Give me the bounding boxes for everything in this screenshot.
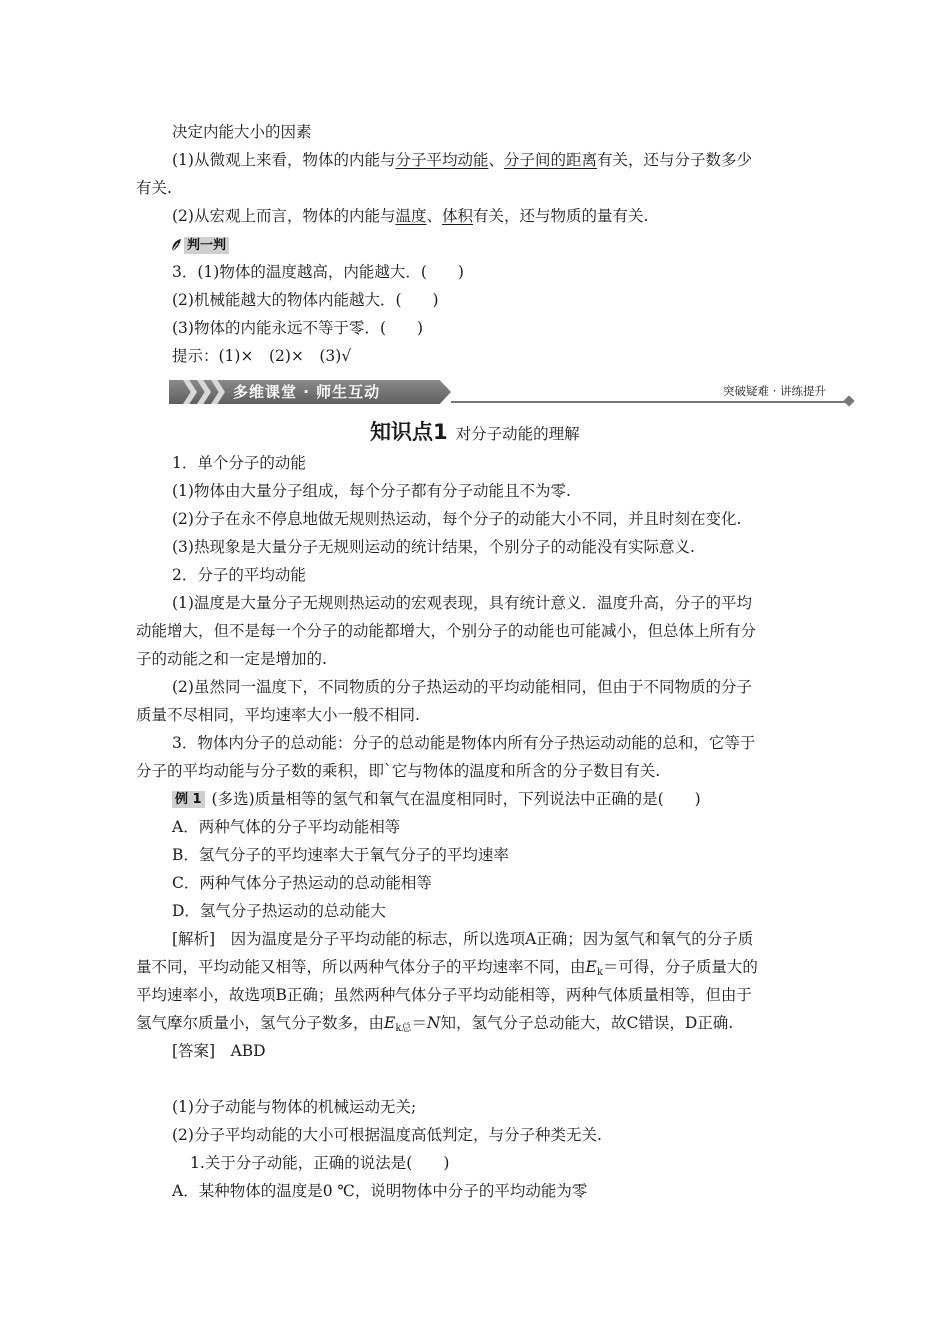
underline-temperature: 温度 — [395, 207, 427, 225]
practice-option: A．某种物体的温度是0 ℃，说明物体中分子的平均动能为零 — [172, 1182, 588, 1200]
intro-paragraph-2: (2)从宏观上而言，物体的内能与温度、体积有关，还与物质的量有关. — [172, 207, 649, 225]
kp-line: 子的动能之和一定是增加的. — [136, 650, 327, 668]
kp-line: 3．物体内分子的总动能：分子的总动能是物体内所有分子热运动动能的总和，它等于 — [172, 734, 756, 752]
knowledge-point-heading — [370, 417, 580, 447]
underline-molecular-distance: 分子间的距离 — [504, 151, 598, 169]
intro-heading: 决定内能大小的因素 — [172, 123, 312, 141]
practice-question: 1.关于分子动能，正确的说法是( ) — [190, 1154, 450, 1172]
kp-line: (2)分子在永不停息地做无规则热运动，每个分子的动能大小不同，并且时刻在变化. — [172, 510, 742, 528]
leaf-icon — [170, 238, 182, 252]
knowledge-point-label: 知识点1 — [370, 420, 448, 444]
example-stem: 例 1 (多选)质量相等的氢气和氧气在温度相同时，下列说法中正确的是( ) — [172, 789, 701, 809]
judge-question-1: 3．(1)物体的温度越高，内能越大．( ) — [172, 263, 464, 281]
example-tag: 例 1 — [172, 791, 205, 808]
example-option: B．氢气分子的平均速率大于氧气分子的平均速率 — [172, 846, 509, 864]
answer-line: [答案] ABD — [172, 1042, 266, 1060]
note-line: (2)分子平均动能的大小可根据温度高低判定，与分子种类无关. — [172, 1126, 602, 1144]
analysis-line: [解析] 因为温度是分子平均动能的标志，所以选项A正确；因为氢气和氧气的分子质 — [172, 930, 754, 948]
judge-question-2: (2)机械能越大的物体内能越大．( ) — [172, 291, 439, 309]
example-option: C．两种气体分子热运动的总动能相等 — [172, 874, 432, 892]
kp-line: (2)虽然同一温度下，不同物质的分子热运动的平均动能相同，但由于不同物质的分子 — [172, 678, 752, 696]
judge-question-3: (3)物体的内能永远不等于零．( ) — [172, 319, 424, 337]
analysis-line: 平均速率小，故选项B正确；虽然两种气体分子平均动能相等，两种气体质量相等，但由于 — [136, 986, 752, 1004]
note-line: (1)分子动能与物体的机械运动无关; — [172, 1098, 417, 1116]
intro-paragraph-1-cont: 有关. — [136, 179, 172, 197]
kp-line: 动能增大，但不是每一个分子的动能都增大，个别分子的动能也可能减小，但总体上所有分 — [136, 622, 757, 640]
kp-line: 1．单个分子的动能 — [172, 454, 306, 472]
analysis-line: 量不同，平均动能又相等，所以两种气体分子的平均速率不同，由$E_k=$可得，分子质量大的 — [136, 958, 758, 978]
intro-paragraph-1: (1)从微观上来看，物体的内能与分子平均动能、分子间的距离有关，还与分子数多少 — [172, 151, 753, 169]
underline-average-kinetic-energy: 分子平均动能 — [395, 151, 489, 169]
banner-subtitle: 突破疑难 · 讲练提升 — [723, 384, 826, 398]
example-option: A．两种气体的分子平均动能相等 — [172, 818, 401, 836]
kp-line: 质量不尽相同，平均速率大小一般不相同. — [136, 706, 420, 724]
underline-volume: 体积 — [442, 207, 474, 225]
kp-line: 分子的平均动能与分子数的乘积，即`它与物体的温度和所含的分子数目有关. — [136, 762, 661, 780]
kp-line: (3)热现象是大量分子无规则运动的统计结果，个别分子的动能没有实际意义. — [172, 538, 695, 556]
section-banner — [169, 378, 859, 408]
judge-label — [170, 235, 231, 255]
judge-tag: 判一判 — [184, 237, 229, 254]
banner-title: 多维课堂 · 师生互动 — [233, 383, 381, 401]
example-option: D．氢气分子热运动的总动能大 — [172, 902, 386, 920]
judge-hint: 提示：(1)× (2)× (3)√ — [172, 347, 352, 365]
analysis-line: 氢气摩尔质量小，氢气分子数多，由$E_{k总}=N$知，氢气分子总动能大，故C错误，D正确. — [136, 1014, 734, 1034]
diamond-icon — [843, 395, 854, 406]
knowledge-point-title: 对分子动能的理解 — [455, 425, 580, 443]
kp-line: 2．分子的平均动能 — [172, 566, 306, 584]
kp-line: (1)温度是大量分子无规则热运动的宏观表现，具有统计意义．温度升高，分子的平均 — [172, 594, 752, 612]
kp-line: (1)物体由大量分子组成，每个分子都有分子动能且不为零. — [172, 482, 571, 500]
